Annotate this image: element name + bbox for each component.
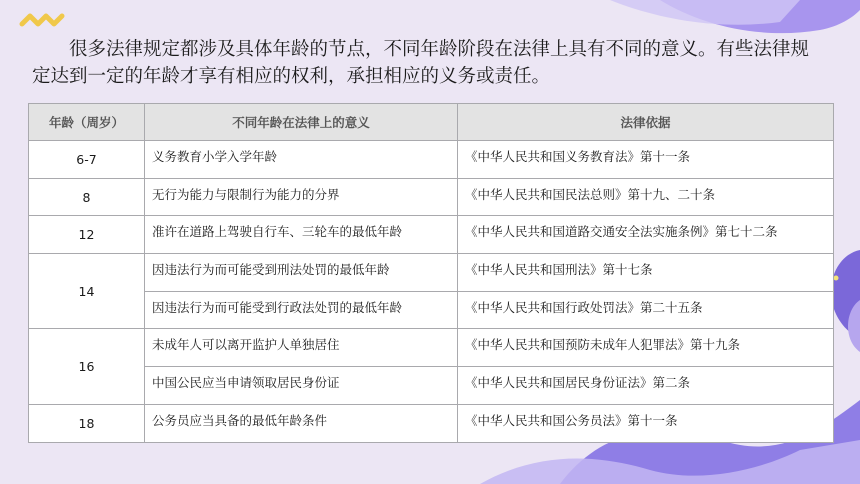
meaning-cell: 公务员应当具备的最低年龄条件 — [145, 404, 458, 442]
meaning-cell: 无行为能力与限制行为能力的分界 — [145, 178, 458, 216]
basis-cell: 《中华人民共和国刑法》第十七条 — [458, 254, 834, 292]
header-basis: 法律依据 — [458, 104, 834, 141]
basis-cell: 《中华人民共和国预防未成年人犯罪法》第十九条 — [458, 329, 834, 367]
table-row — [29, 329, 834, 367]
meaning-cell: 未成年人可以离开监护人单独居住 — [145, 329, 458, 367]
basis-cell: 《中华人民共和国行政处罚法》第二十五条 — [458, 291, 834, 329]
intro-paragraph: 很多法律规定都涉及具体年龄的节点，不同年龄阶段在法律上具有不同的意义。有些法律规定达到一定的年龄才享有相应的权利，承担相应的义务或责任。 — [32, 39, 810, 87]
header-age: 年龄（周岁） — [29, 104, 145, 141]
table-row — [29, 367, 834, 405]
table-row — [29, 216, 834, 254]
table-row — [29, 291, 834, 329]
table-header-row — [29, 104, 834, 141]
table-row — [29, 254, 834, 292]
meaning-cell: 因违法行为而可能受到行政法处罚的最低年龄 — [145, 291, 458, 329]
meaning-cell: 因违法行为而可能受到刑法处罚的最低年龄 — [145, 254, 458, 292]
header-meaning: 不同年龄在法律上的意义 — [145, 104, 458, 141]
age-cell: 18 — [29, 404, 145, 442]
age-cell: 14 — [29, 254, 145, 329]
age-cell: 8 — [29, 178, 145, 216]
table-row — [29, 178, 834, 216]
table-row — [29, 141, 834, 179]
basis-cell: 《中华人民共和国公务员法》第十一条 — [458, 404, 834, 442]
age-cell: 16 — [29, 329, 145, 404]
meaning-cell: 准许在道路上驾驶自行车、三轮车的最低年龄 — [145, 216, 458, 254]
meaning-cell: 中国公民应当申请领取居民身份证 — [145, 367, 458, 405]
age-cell: 12 — [29, 216, 145, 254]
basis-cell: 《中华人民共和国义务教育法》第十一条 — [458, 141, 834, 179]
meaning-cell: 义务教育小学入学年龄 — [145, 141, 458, 179]
age-law-table — [28, 103, 834, 443]
basis-cell: 《中华人民共和国居民身份证法》第二条 — [458, 367, 834, 405]
age-cell: 6-7 — [29, 141, 145, 179]
basis-cell: 《中华人民共和国民法总则》第十九、二十条 — [458, 178, 834, 216]
table-row — [29, 404, 834, 442]
basis-cell: 《中华人民共和国道路交通安全法实施条例》第七十二条 — [458, 216, 834, 254]
